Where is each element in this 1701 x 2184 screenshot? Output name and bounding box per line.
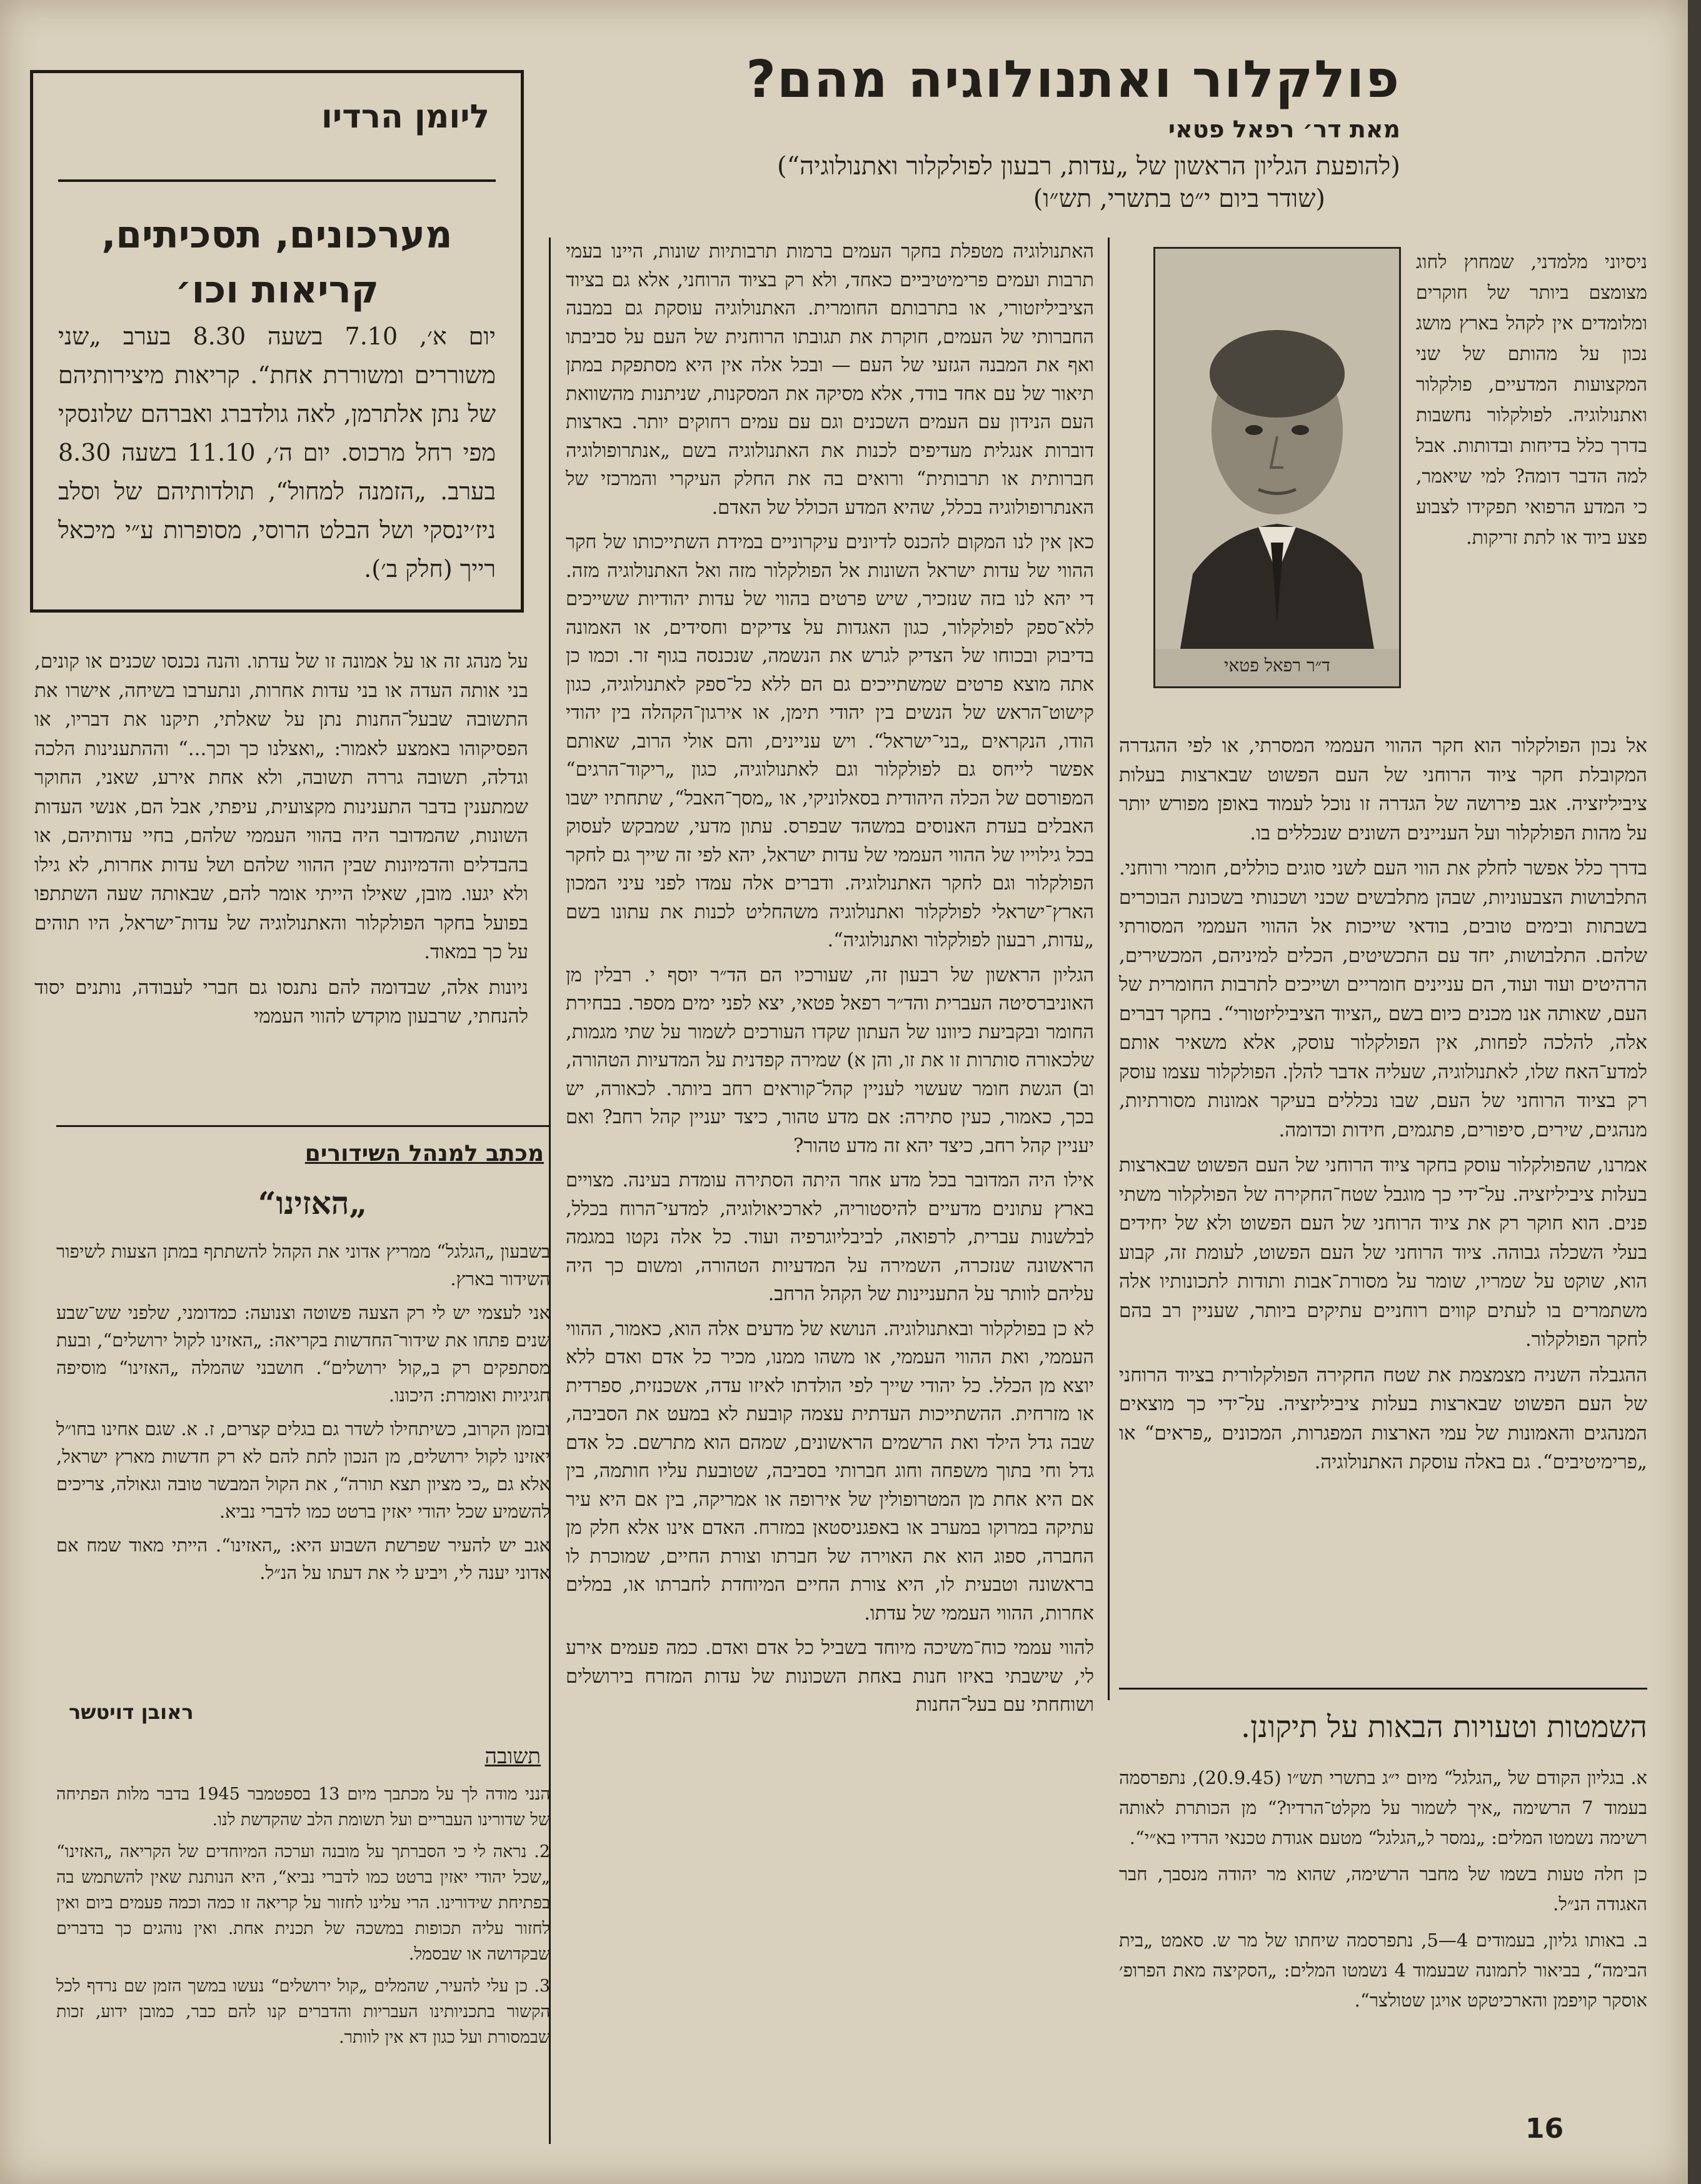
article-paragraph: ניונות אלה, שבדומה להם נתנסו גם חברי לעבודה, נותנים יסוד להנחתי, שרבעון מוקדש להווי העממי — [34, 976, 528, 1028]
article-paragraph: ניסיוני מלמדני, שמחוץ לחוג מצומצם ביותר של חוקרים ומלומדים אין לקהל בארץ מושג נכון על מהותם של שני המקצועות המדעיים, פולקלור ואתנולוגיה. לפולקלור נחשבות בדרך כלל בדיחות ובדותות. אבל למה הדבר דומה? למי שיאמר, כי המדע הרפואי תפקידו לצבוע פצע ביוד או לתת זריקות. — [1416, 251, 1647, 549]
reply-body — [56, 1781, 550, 2056]
intro-line-1: (להופעת הגליון הראשון של „עדות, רבעון לפולקלור ואתנולוגיה“) — [777, 152, 1400, 181]
article-paragraph: לא כן בפולקלור ובאתנולוגיה. הנושא של מדעים אלה הוא, כאמור, ההווי העממי, ואת ההווי העממי, או משהו ממנו, מכיר כל אדם ואדם ללא יוצא מן הכלל. כל יהודי שייך לפי הולדתו לאיזו עדה, אשכנזית, ספרדית או מזרחית. ההשתייכות העדתית עצמה קובעת לא במעט את הסביבה, שבה גדל הילד ואת הרשמים הראשונים, שמהם הוא מתרשם. כל אדם גדל וחי בתוך משפחה וחוג חברותי בסביבה, שטובעת עליו חותמה, בין אם היא אחת מן המטרופולין של אירופה או אמריקה, בין אם היא עיר עתיקה במרוקו במערב או באפגניסטאן במזרח. האדם אינו אלא חלק מן החברה, ספוג הוא את האוירה של חברתו וצורת החיים, שמוכרת לו בראשונה וטבעית לו, היא צורת החיים המיוחדת לחברתו או, במלים אחרות, ההווי העממי של עדתו. — [566, 1318, 1094, 1625]
author-photo — [1153, 247, 1401, 688]
article-col-3 — [34, 647, 528, 1038]
radio-box-subtitle — [58, 208, 496, 318]
article-paragraph: הגליון הראשון של רבעון זה, שעורכיו הם הד״ר יוסף י. רבלין מן האוניברסיטה העברית והד״ר רפאל פטאי, יצא לפני ימים מספר. בבחירת החומר ובקביעת כיוונו של העתון שקדו העורכים לשמור על שתי מגמות, שלכאורה סותרות זו את זו, והן א) שמירה קפדנית על המדעיות הטהורה, וב) הגשת חומר שעשוי לעניין קהל־קוראים רחב ביותר. לכאורה, יש בכך, כאמור, כעין סתירה: אם מדע טהור, כיצד יעניין קהל רחב? ואם יעניין קהל רחב, כיצד יהא זה מדע טהור? — [566, 964, 1094, 1157]
letter-paragraph: אני לעצמי יש לי רק הצעה פשוטה וצנועה: כמדומני, שלפני שש־שבע שנים פתחו את שידור־החדשות בקריאה: „האזינו לקול ירושלים“, ובעת מסתפקים רק ב„קול ירושלים“. חושבני שהמלה „האזינו“ מוסיפה חגיגיות ואומרת: היכונו. — [56, 1302, 550, 1406]
reply-label: תשובה — [484, 1744, 541, 1769]
article-paragraph: בדרך כלל אפשר לחלק את הווי העם לשני סוגים כוללים, חומרי ורוחני. התלבושות הצבעוניות, שבהן מתלבשים שכני ושכנותי בשכונת הבוכרים בשבתות ובימים טובים, בודאי שייכות אל ההווי העממי המסורתי שלהם. התלבושות, יחד עם התכשיטים, הכלים למיניהם, המכשירים, הרהיטים ועוד ועוד, הם עניינים חומריים ושייכים לתרבות החומרית של העם, שאותה אנו מכנים כיום בשם „הציוד הציביליזטורי“. בחקר דברים אלה, להלכה לפחות, אין הפולקלור עוסק, אלא משאיר אותם למדע־האח שלו, לאתנולוגיה, שעליה אדבר להלן. הפולקלור עצמו עוסק רק בציוד הרוחני של העם, שבו נכללים בעיקר אמונות מסורתיות, מנהגים, שירים, סיפורים, פתגמים, חידות וכדומה. — [1119, 857, 1647, 1141]
letter-paragraph: בשבעון „הגלגל“ ממריץ אדוני את הקהל להשתתף במתן הצעות לשיפור השידור בארץ. — [56, 1241, 550, 1290]
article-paragraph: אל נכון הפולקלור הוא חקר ההווי העממי המסרתי, או לפי ההגדרה המקובלת חקר ציוד הרוחני של העם הפשוט שבארצות בעלות ציביליזציה. אגב פירושה של הגדרה זו נוכל לעמוד באופן מפורש יותר על מהות הפולקלור ועל העניינים השונים שנכללים בו. — [1119, 734, 1647, 844]
article-paragraph: על מנהג זה או על אמונה זו של עדתו. והנה נכנסו שכנים או קונים, בני אותה העדה או בני עדות אחרות, ונתערבו בשיחה, אישרו את התשובה שבעל־החנות נתן על שאלתי, תיקנו את דבריו, או הפסיקוהו באמצע לאמור: „ואצלנו כך וכך...“ וההתענינות הלכה וגדלה, תשובה גררה תשובה, ולא אחת אירע, שאני, החוקר שמתענין בדבר התענינות מקצועית, עיפתי, אבל הם, אנשי העדות השונות, שהמדובר היה בהווי העממי שלהם, בחיי עדותיהם, או בהבדלים והדמיונות שבין ההווי שלהם ושל עדות אחרות, לא גילו ולא יגעו. מובן, שאילו הייתי אומר להם, שבאותה שעה השתתפו בפועל בחקר הפולקלור והאתנולוגיה של עדות־ישראל, היו תוהים על כך במאוד. — [34, 650, 528, 963]
corrections-body — [1119, 1763, 1647, 2021]
page-number: 16 — [1525, 2113, 1564, 2145]
letter-signature: ראובן דויטשר — [69, 1700, 194, 1724]
article-col-1 — [1119, 731, 1647, 1483]
corrections-divider — [1119, 1688, 1647, 1690]
article-intro — [400, 150, 1400, 215]
article-paragraph: כאן אין לנו המקום להכנס לדיונים עיקרוניים במידת השתייכותו של חקר ההווי של עדות ישראל השונות אל הפולקלור מזה ואל האתנולוגיה מזה. די יהא לנו בזה שנזכיר, שיש פרטים בהווי של עדות יהודיות ששייכים ללא־ספק לפולקלור, כגון האגדות על צדיקים וחסידים, או האמונה בדיבוק ובכוחו של הצדיק לגרש את הנשמה, שנכנסה בגוף זר. וכמו כן אתה מוצא פרטים שמשתייכים גם הם ללא כל־ספק לאתנולוגיה, כגון קישוט־הראש של הנשים בין יהודי תימן, או אירגון־הקהלה בין יהודי הודו, הנקראים „בני־ישראל“. ויש עניינים, והם אולי הרוב, שאותם אפשר לייחס גם לפולקלור וגם לאתנולוגיה, כגון „ריקוד־הרגים“ המפורסם של הכלה היהודית בסאלוניקי, או „מסך־האבל“, שתחתיו ישבו האבלים בעדת האנוסים במשהד שבפרס. עתון מדעי, שמבקש לעסוק בכל גילוייו של ההווי העממי של עדות ישראל, יהא לפי זה שייך גם לחקר הפולקלור וגם לחקר האתנולוגיה. ודברים אלה עמדו לפני עיני המכון הארץ־ישראלי לפולקלור ואתנולוגיה משהחליט לכנות את עתונו בשם „עדות, רבעון לפולקלור ואתנולוגיה“. — [566, 531, 1094, 951]
corrections-paragraph: ב. באותו גליון, בעמודים 4—5, נתפרסמה שיחתו של מר ש. סאמט „בית הבימה“, בביאור לתמונה שבעמוד 4 נשמטו המלים: „הסקיצה מאת הפרופ׳ אוסקר קויפמן והארכיטקט אויגן שטולצר“. — [1119, 1930, 1648, 2011]
letter-paragraph: ובזמן הקרוב, כשיתחילו לשדר גם בגלים קצרים, ז. א. שגם אחינו בחו״ל יאזינו לקול ירושלים, מן הנכון לתת להם לא רק חדשות מארץ ישראל, אלא גם „כי מציון תצא תורה“, את הקול המבשר טובה וגאולה, צריכים להשמיע שכל יהודי יאזין ברטט כמו לדברי נביא. — [56, 1418, 550, 1522]
corrections-title: השמטות וטעויות הבאות על תיקונן. — [1240, 1710, 1647, 1745]
article-byline: מאת דר׳ רפאל פטאי — [1168, 116, 1400, 143]
article-paragraph: אמרנו, שהפולקלור עוסק בחקר ציוד הרוחני של העם הפשוט שבארצות בעלות ציביליזציה. על־ידי כך מוגבל שטח־החקירה של הפולקלור משתי פנים. הוא חוקר רק את ציוד הרוחני של העם הפשוט ולא של יחידים בעלי השכלה גבוהה. ציוד הרוחני של העם הפשוט, לעומת זה, קבוע הוא, שוקט על שמריו, שומר על מסורת־אבות ותודות לתכונותיו אלה משתמרים בו לעתים קווים רוחניים עתיקים ביותר, שעניין רב בהם לחקר הפולקלור. — [1119, 1154, 1647, 1351]
binding-edge — [1688, 0, 1701, 2184]
article-col-2 — [566, 238, 1094, 1726]
radio-box-rule — [58, 179, 496, 182]
intro-line-2: (שודר ביום י״ט בתשרי, תש״ו) — [1033, 184, 1325, 213]
letter-title: „האזינו“ — [258, 1185, 368, 1221]
article-col-1-narrow — [1416, 247, 1647, 559]
section-divider — [56, 1125, 550, 1127]
radio-subtitle-line-1: מערכונים, תסכיתים, — [101, 213, 453, 257]
article-paragraph: ההגבלה השניה מצמצמת את שטח החקירה הפולקלורית בציוד הרוחני של העם הפשוט שבארצות בעלות ציביליזציה. על־ידי כך מוצאים המנהגים והאמונות של עמי הארצות המפגרות, המכונים „פראים“ או „פרימיטיבים“. גם באלה עוסקת האתנולוגיה. — [1119, 1363, 1647, 1473]
corrections-paragraph: כן חלה טעות בשמו של מחבר הרשימה, שהוא מר יהודה מנסבך, חבר האגודה הנ״ל. — [1119, 1863, 1647, 1915]
photo-caption: ד״ר רפאל פטאי — [1224, 655, 1330, 676]
letter-body — [56, 1238, 550, 1593]
reply-paragraph: 3. כן עלי להעיר, שהמלים „קול ירושלים“ נעשו במשך הזמן שם נרדף לכל הקשור בתכניותינו העבריות והדברים קנו להם כבר, כמובן ידוע, זכות שבמסורת ועל כגון דא אין לוותר. — [56, 1976, 550, 2047]
column-rule — [1108, 238, 1110, 1700]
article-paragraph: אילו היה המדובר בכל מדע אחר היתה הסתירה עומדת בעינה. מצויים בארץ עתונים מדעיים להיסטוריה, לארכיאולוגיה, למדעי־הרוח בכלל, לבלשנות עברית, לרפואה, לביבליוגרפיה ועוד. כל אלה נקטו במגמה הראשונה שנזכרה, השמירה על המדעיות הטהורה, ומשום כך היה עליהם לוותר על התעניינות של הקהל הרחב. — [566, 1170, 1094, 1305]
article-title: פולקלור ואתנולוגיה מהם? — [746, 50, 1400, 109]
letter-section-header: מכתב למנהל השידורים — [304, 1141, 544, 1166]
reply-paragraph: 2. נראה לי כי הסברתך על מובנה וערכה המיוחדים של הקריאה „האזינו“ „שכל יהודי יאזין ברטט כמו לדברי נביא“, היא הנותנת שאין להשתמש בה בפתיחת שידורינו. הרי עלינו לחזור על קריאה זו כמה וכמה פעמים ביום ואין לחזור עליה תכופות במשכה של תכנית אחת. ואין נוהגים כך בדברים שבקדושה או שבסמל. — [56, 1842, 550, 1964]
radio-diary-box — [30, 70, 524, 613]
reply-paragraph: הנני מודה לך על מכתבך מיום 13 בספטמבר 1945 בדבר מלות הפתיחה של שדורינו העבריים ועל תשומת הלב שהקדשת לנו. — [56, 1785, 550, 1830]
letter-paragraph: אגב יש להעיר שפרשת השבוע היא: „האזינו“. הייתי מאוד שמח אם אדוני יענה לי, ויביע לי את דעתו על הנ״ל. — [56, 1535, 550, 1583]
corrections-paragraph: א. בגליון הקודם של „הגלגל“ מיום י״ג בתשרי תש״ו (20.9.45), נתפרסמה בעמוד 7 הרשימה „איך לשמור על מקלט־הרדיו?“ מן הכותרת לאותה רשימה נשמטו המלים: „נמסר ל„הגלגל“ מטעם אגודת טכנאי הרדיו בא״י“. — [1119, 1767, 1647, 1848]
radio-box-body: יום א׳, 7.10 בשעה 8.30 בערב „שני משוררים ומשוררת אחת“. קריאות מיצירותיהם של נתן אלתרמן, לאה גולדברג ואברהם שלונסקי מפי רחל מרכוס. יום ה׳, 11.10 בשעה 8.30 בערב. „הזמנה למחול“, תולדותיהם של וסלב ניז׳ינסקי ושל הבלט הרוסי, מסופרות ע״י מיכאל רייך (חלק ב׳). — [58, 323, 496, 583]
radio-subtitle-line-2: קריאות וכו׳ — [175, 268, 379, 312]
article-paragraph: להווי עממי כוח־משיכה מיוחד בשביל כל אדם ואדם. כמה פעמים אירע לי, שישבתי באיזו חנות באחת השכונות של עדות המזרח בירושלים ושוחחתי עם בעל־החנות — [566, 1637, 1094, 1716]
portrait-image — [1155, 249, 1399, 649]
radio-box-header: ליומן הרדיו — [321, 98, 489, 136]
article-paragraph: האתנולוגיה מטפלת בחקר העמים ברמות תרבותיות שונות, היינו בעמי תרבות ועמים פרימיטיביים כאחד, ולא רק בציוד הרוחני, אלא גם בציוד הציביליזטורי, או בתרבותם החומרית. האתנולוגיה עוסקת גם במבנה החברותי של העמים, חוקרת את תגובתו הרוחנית של העם על סביבתו ואף את המבנה הגזעי של העם — ובכל אלה אין היא מסתפקת במתן תיאור של עם אחד בודד, אלא מסיקה את המסקנות, שניתנות מהשוואת העם הנידון עם העמים השכנים וגם עם עמים רחוקים יותר. בארצות דוברות אנגלית מעדיפים לכנות את האתנולוגיה בשם „אנתרופולוגיה חברותית או תרבותית“ ורואים בה את החלק העיקרי והמרכזי של האנתרופולוגיה בכלל, שהיא המדע הכולל של האדם. — [566, 241, 1094, 519]
